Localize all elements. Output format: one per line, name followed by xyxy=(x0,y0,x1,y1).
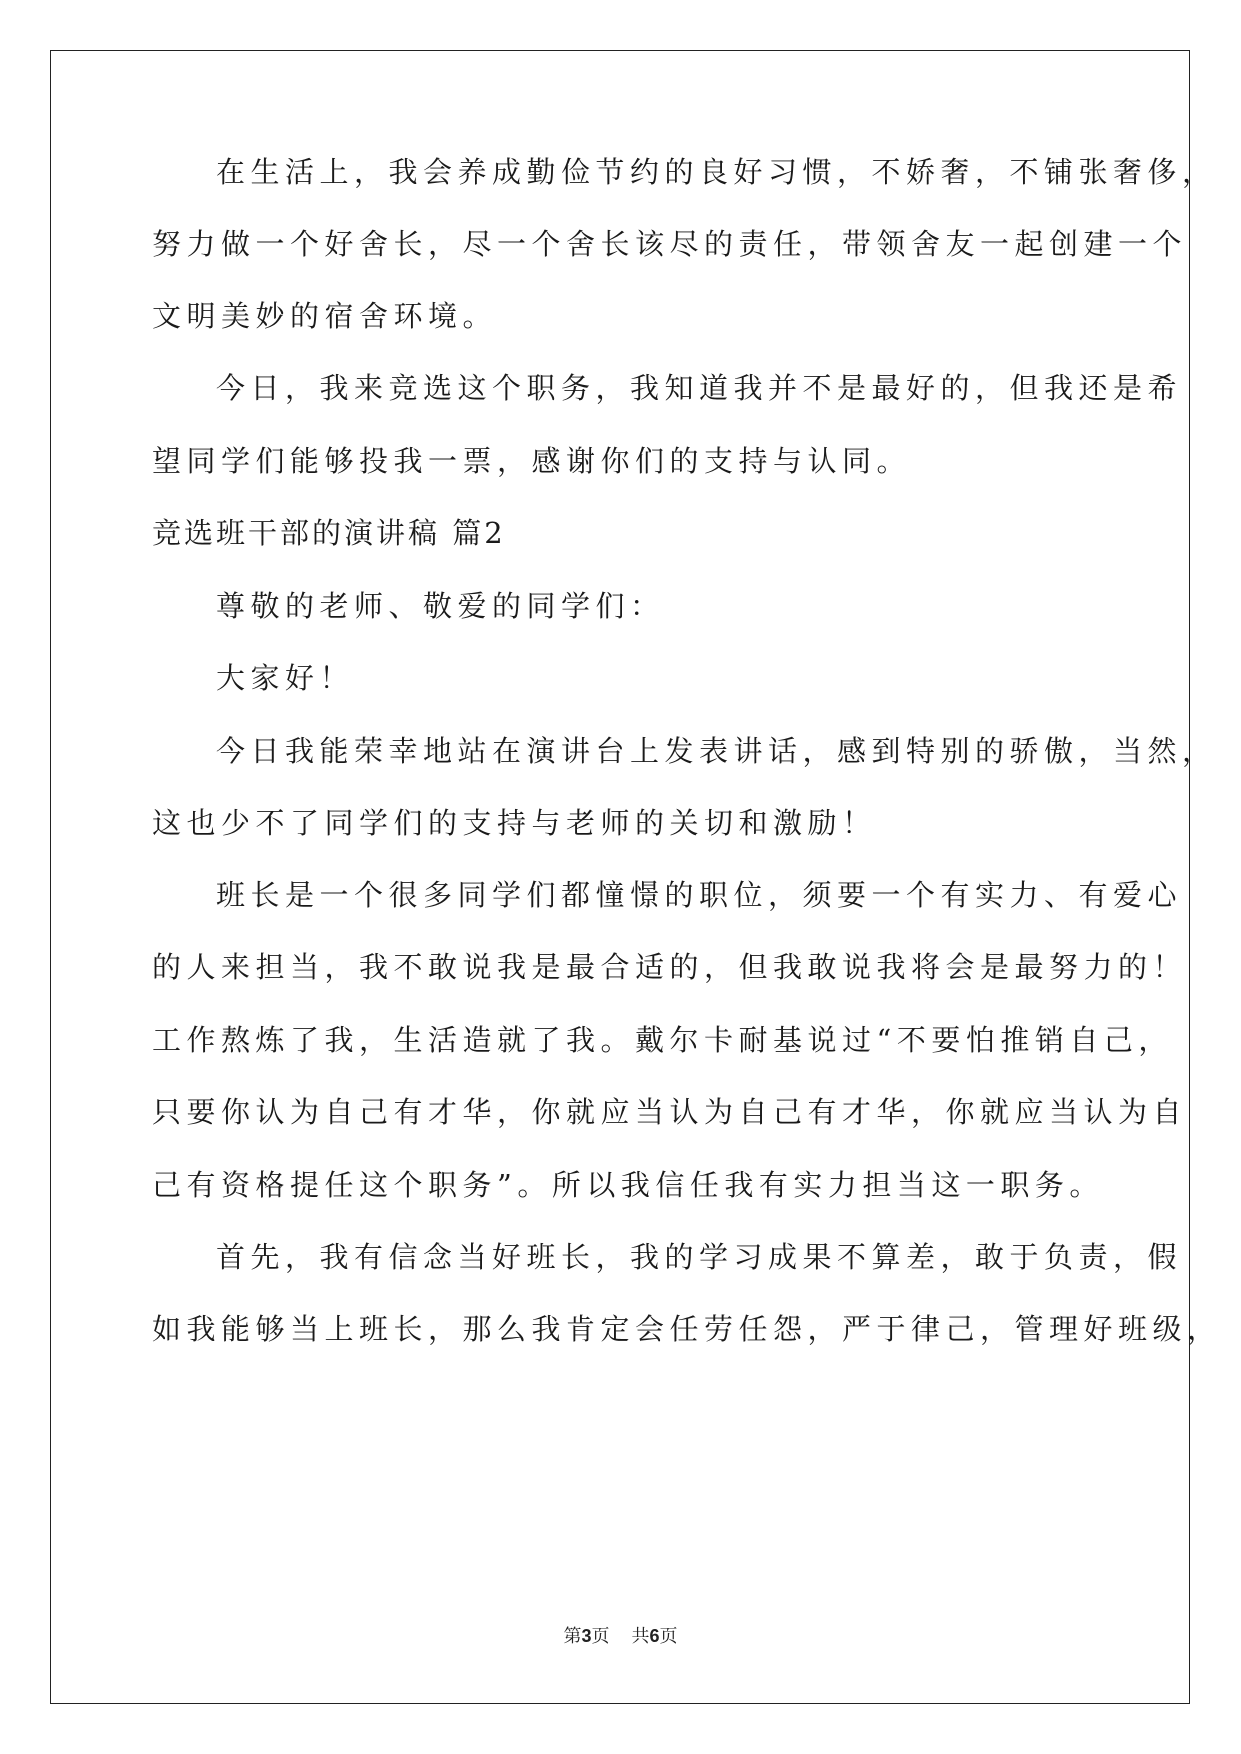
paragraph-line: 文明美妙的宿舍环境。 xyxy=(152,299,498,333)
page-number: 3 xyxy=(581,1626,592,1646)
paragraph-line: 这也少不了同学们的支持与老师的关切和激励！ xyxy=(152,806,877,840)
paragraph-line: 今日我能荣幸地站在演讲台上发表讲话，感到特别的骄傲，当然， xyxy=(216,734,1217,768)
paragraph-line: 望同学们能够投我一票，感谢你们的支持与认同。 xyxy=(152,444,912,478)
page-prefix: 第 xyxy=(563,1626,582,1647)
paragraph-line: 工作熬炼了我，生活造就了我。戴尔卡耐基说过“不要怕推销自己， xyxy=(152,1023,1173,1057)
greeting: 大家好！ xyxy=(216,661,355,695)
paragraph-line: 首先，我有信念当好班长，我的学习成果不算差，敢于负责，假 xyxy=(216,1240,1183,1274)
total-prefix: 共 xyxy=(631,1626,650,1647)
paragraph-line: 班长是一个很多同学们都憧憬的职位，须要一个有实力、有爱心 xyxy=(216,878,1183,912)
paragraph-line: 在生活上，我会养成勤俭节约的良好习惯，不娇奢，不铺张奢侈， xyxy=(216,155,1217,189)
salutation: 尊敬的老师、敬爱的同学们： xyxy=(216,589,665,623)
paragraph-line: 只要你认为自己有才华，你就应当认为自己有才华，你就应当认为自 xyxy=(152,1095,1188,1129)
page-total: 6 xyxy=(649,1626,660,1646)
page-footer xyxy=(0,1622,1241,1648)
paragraph-line: 己有资格提任这个职务”。所以我信任我有实力担当这一职务。 xyxy=(152,1168,1104,1202)
section-heading: 竞选班干部的演讲稿 篇2 xyxy=(152,516,506,550)
paragraph-line: 努力做一个好舍长，尽一个舍长该尽的责任，带领舍友一起创建一个 xyxy=(152,227,1188,261)
total-suffix: 页 xyxy=(659,1626,678,1647)
paragraph-line: 今日，我来竞选这个职务，我知道我并不是最好的，但我还是希 xyxy=(216,371,1183,405)
page-suffix: 页 xyxy=(591,1626,610,1647)
paragraph-line: 的人来担当，我不敢说我是最合适的，但我敢说我将会是最努力的！ xyxy=(152,950,1188,984)
paragraph-line: 如我能够当上班长，那么我肯定会任劳任怨，严于律己，管理好班级， xyxy=(152,1312,1222,1346)
